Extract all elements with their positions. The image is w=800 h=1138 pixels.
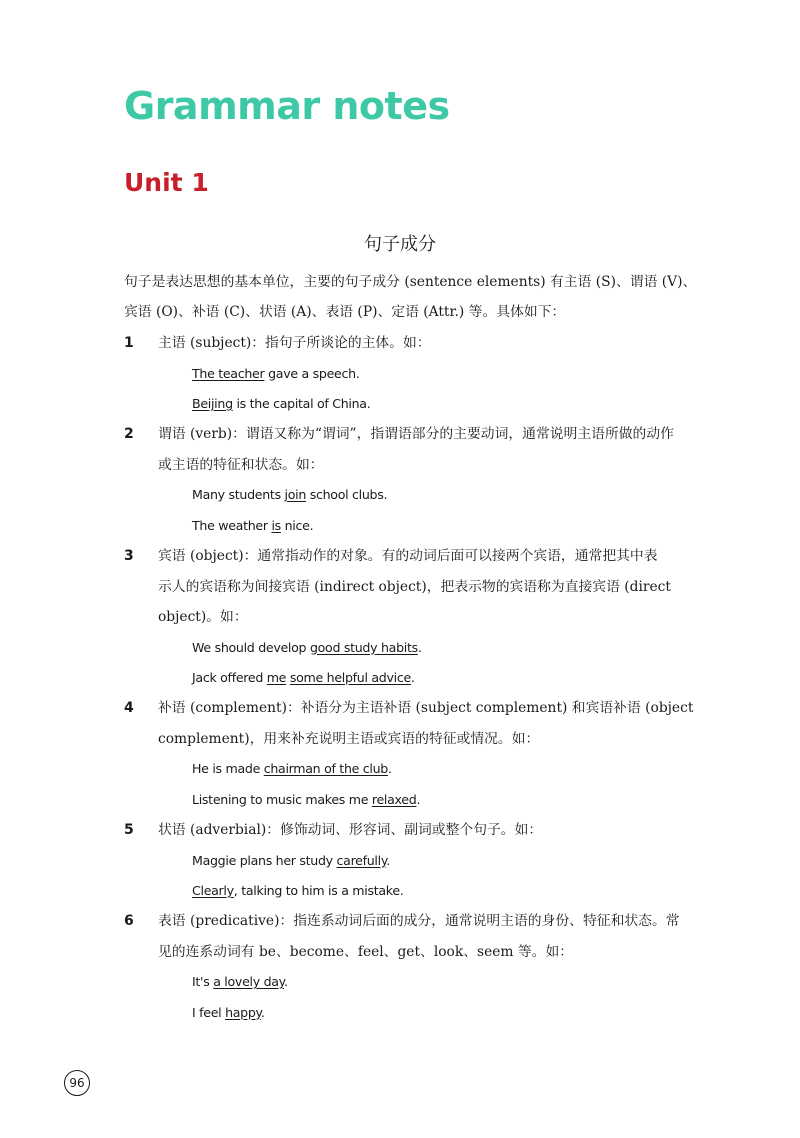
item-number: 6 bbox=[124, 913, 134, 929]
example-sentence: Listening to music makes me relaxed. bbox=[192, 791, 421, 807]
underlined-element: join bbox=[284, 487, 307, 502]
example-sentence: The weather is nice. bbox=[192, 517, 314, 533]
underlined-element: The teacher bbox=[192, 365, 265, 381]
page-title: Grammar notes bbox=[124, 84, 450, 128]
section-title: 句子成分 bbox=[364, 234, 436, 255]
underlined-element: Beijing bbox=[192, 396, 233, 411]
item-description: 主语 (subject)：指句子所谈论的主体。如： bbox=[158, 335, 431, 351]
unit-heading: Unit 1 bbox=[124, 168, 209, 197]
underlined-element: happy bbox=[225, 1004, 261, 1020]
example-sentence: Jack offered me some helpful advice. bbox=[192, 670, 415, 685]
item-description: object)。如： bbox=[158, 609, 248, 625]
item-description: 补语 (complement)：补语分为主语补语 (subject complement) 和宾语补语 (object bbox=[158, 700, 694, 716]
underlined-element: Clearly bbox=[192, 883, 234, 898]
page-number: 96 bbox=[64, 1070, 90, 1096]
example-sentence: The teacher gave a speech. bbox=[192, 365, 360, 381]
example-sentence: Beijing is the capital of China. bbox=[192, 396, 371, 411]
item-number: 1 bbox=[124, 335, 134, 351]
example-sentence: He is made chairman of the club. bbox=[192, 761, 392, 776]
item-description: 宾语 (object)：通常指动作的对象。有的动词后面可以接两个宾语，通常把其中表 bbox=[158, 548, 658, 564]
example-sentence: We should develop good study habits. bbox=[192, 639, 422, 655]
underlined-element: a lovely day bbox=[213, 974, 285, 989]
item-description: complement)，用来补充说明主语或宾语的特征或情况。如： bbox=[158, 730, 540, 747]
item-number: 3 bbox=[124, 548, 134, 564]
underlined-element: chairman of the club bbox=[263, 761, 388, 776]
underlined-element: is bbox=[271, 517, 281, 533]
item-description: 谓语 (verb)：谓语又称为“谓词”，指谓语部分的主要动词，通常说明主语所做的动作 bbox=[158, 426, 674, 442]
item-description: 或主语的特征和状态。如： bbox=[158, 456, 324, 473]
example-sentence: Many students join school clubs. bbox=[192, 487, 388, 502]
example-sentence: Maggie plans her study carefully. bbox=[192, 852, 390, 868]
item-description: 示人的宾语称为间接宾语 (indirect object)，把表示物的宾语称为直接宾语 (direct bbox=[158, 578, 671, 595]
item-description: 表语 (predicative)：指连系动词后面的成分，通常说明主语的身份、特征和状态。常 bbox=[158, 913, 680, 929]
underlined-element: some helpful advice bbox=[289, 670, 411, 685]
underlined-element: good study habits bbox=[309, 639, 418, 655]
underlined-element: relaxed bbox=[371, 791, 417, 807]
example-sentence: Clearly, talking to him is a mistake. bbox=[192, 883, 404, 898]
item-number: 4 bbox=[124, 700, 134, 716]
underlined-element: me bbox=[266, 670, 287, 685]
underlined-element: carefully bbox=[336, 852, 387, 868]
example-sentence: I feel happy. bbox=[192, 1004, 265, 1020]
intro-line: 宾语 (O)、补语 (C)、状语 (A)、表语 (P)、定语 (Attr.) 等。具体如下： bbox=[124, 304, 566, 320]
item-description: 见的连系动词有 be、become、feel、get、look、seem 等。如： bbox=[158, 943, 574, 960]
intro-line: 句子是表达思想的基本单位，主要的句子成分 (sentence elements) 有主语 (S)、谓语 (V)、 bbox=[124, 274, 697, 290]
item-number: 5 bbox=[124, 822, 134, 838]
example-sentence: It's a lovely day. bbox=[192, 974, 288, 989]
item-description: 状语 (adverbial)：修饰动词、形容词、副词或整个句子。如： bbox=[158, 822, 543, 838]
item-number: 2 bbox=[124, 426, 134, 442]
